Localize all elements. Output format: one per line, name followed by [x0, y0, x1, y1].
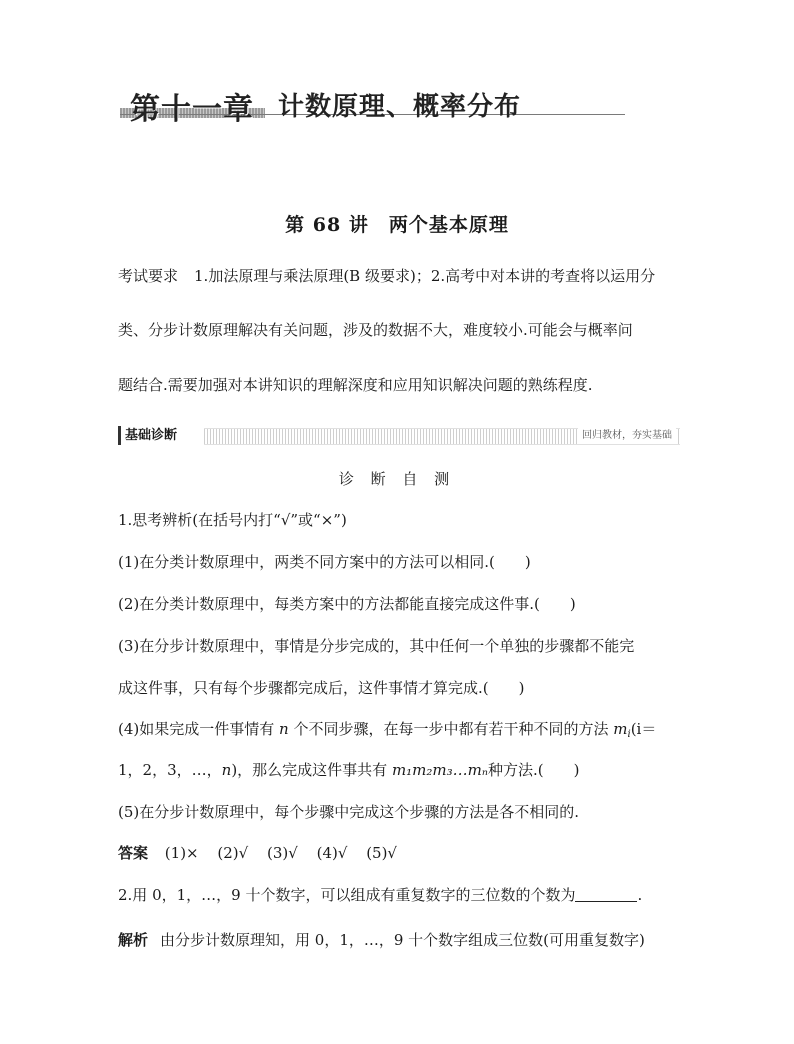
chapter-number: 第十一章 — [130, 92, 254, 127]
lecture-title: 第 68 讲 两个基本原理 — [285, 214, 509, 236]
q1-stem: 1.思考辨析(在括号内打“√”或“×”) — [118, 511, 347, 529]
subheading: 诊 断 自 测 — [338, 470, 456, 488]
requirement-text-1: 1.加法原理与乘法原理(B 级要求)；2.高考中对本讲的考查将以运用分 — [194, 267, 656, 285]
q1-s4a-i: i — [627, 729, 631, 740]
q1-statement-1: (1)在分类计数原理中，两类不同方案中的方法可以相同.( ) — [118, 553, 531, 571]
requirement-label: 考试要求 — [118, 267, 179, 285]
q1-s4a-m: m — [613, 720, 628, 738]
section-title: 基础诊断 — [118, 426, 181, 445]
q1-statement-3a: (3)在分步计数原理中，事情是分步完成的，其中任何一个单独的步骤都不能完 — [118, 637, 635, 655]
q1-s4b-n: n — [221, 761, 232, 779]
q2-stem — [118, 885, 680, 905]
q1-statement-4b — [118, 760, 680, 780]
requirement-line-2: 类、分步计数原理解决有关问题，涉及的数据不大，难度较小.可能会与概率问 — [118, 321, 633, 339]
q1-s4b-product: m₁m₂m₃…mₙ — [391, 761, 488, 779]
answer-item: (2)√ — [217, 844, 249, 862]
answer-item: (4)√ — [316, 844, 348, 862]
q1-s4a-pre: (4)如果完成一件事情有 — [118, 720, 280, 738]
analysis-text: 由分步计数原理知，用 0，1，…，9 十个数字组成三位数(可用重复数字) — [160, 931, 645, 949]
answer-item: (3)√ — [267, 844, 298, 862]
answer-line — [118, 843, 680, 863]
q1-s4b-pre: 1，2，3，…， — [118, 761, 222, 779]
q1-statement-4a — [118, 719, 680, 739]
chapter-banner — [120, 80, 625, 126]
q1-s4b-mid: )，那么完成这件事共有 — [231, 761, 392, 779]
q1-s4a-mid: 个不同步骤，在每一步中都有若干种不同的方法 — [288, 720, 614, 738]
q1-statement-3b: 成这件事，只有每个步骤都完成后，这件事情才算完成.( ) — [118, 679, 525, 697]
requirement-line-3: 题结合.需要加强对本讲知识的理解深度和应用知识解决问题的熟练程度. — [118, 376, 593, 394]
q1-s4a-n: n — [279, 720, 289, 738]
q1-statement-2: (2)在分类计数原理中，每类方案中的方法都能直接完成这件事.( ) — [118, 595, 576, 613]
answer-label: 答案 — [118, 844, 149, 862]
analysis-label: 解析 — [118, 931, 149, 949]
q1-statement-5: (5)在分步计数原理中，每个步骤中完成这个步骤的方法是各不相同的. — [118, 803, 580, 821]
q2-stem-text: 2.用 0，1，…，9 十个数字，可以组成有重复数字的三位数的个数为 — [118, 886, 576, 904]
answer-item: (5)√ — [366, 844, 397, 862]
analysis-line — [118, 930, 680, 950]
section-subtitle: 回归教材，夯实基础 — [578, 427, 676, 444]
answer-item: (1)× — [164, 844, 199, 862]
q2-stem-end: . — [637, 886, 643, 904]
chapter-title: 计数原理、概率分布 — [278, 92, 522, 122]
section-bar — [118, 426, 680, 445]
answer-blank — [575, 887, 637, 902]
requirement-line-1 — [118, 266, 680, 286]
q1-s4b-post: 种方法.( ) — [487, 761, 580, 779]
q1-s4a-post: (i＝ — [630, 720, 657, 738]
